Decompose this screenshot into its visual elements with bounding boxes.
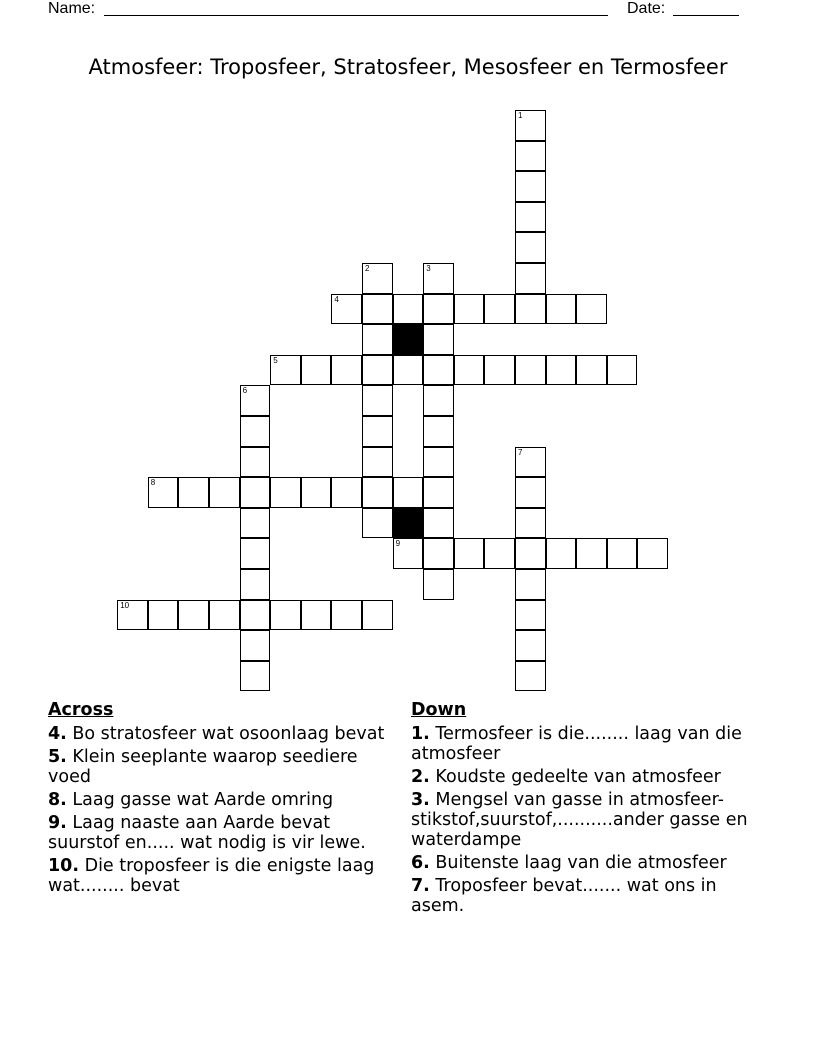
crossword-cell[interactable] [362,508,393,539]
crossword-cell[interactable] [423,538,454,569]
crossword-cell[interactable] [423,569,454,600]
clue-text: Buitenste laag van die atmosfeer [435,853,727,873]
crossword-cell[interactable] [515,263,546,294]
down-clues [411,700,771,919]
crossword-cell[interactable] [362,263,393,294]
crossword-cell[interactable] [362,385,393,416]
crossword-cell[interactable] [546,538,577,569]
crossword-cell[interactable] [576,355,607,386]
clue-number: 9. [48,813,67,833]
clue-number-label: 7 [518,447,523,457]
clue-number: 3. [411,790,430,810]
crossword-cell[interactable] [270,600,301,631]
crossword-cell[interactable] [423,294,454,325]
crossword-cell[interactable] [148,600,179,631]
crossword-block [393,324,424,355]
crossword-cell[interactable] [515,538,546,569]
clue-number-label: 3 [426,264,431,273]
crossword-cell[interactable] [607,538,638,569]
page-title: Atmosfeer: Troposfeer, Stratosfeer, Mesosfeer en Termosfeer [88,55,728,79]
clue-number-label: 8 [150,478,156,488]
crossword-cell[interactable] [178,600,209,631]
crossword-cell[interactable] [117,600,148,631]
crossword-cell[interactable] [331,477,362,508]
crossword-cell[interactable] [423,324,454,355]
down-heading: Down [411,700,467,720]
crossword-cell[interactable] [576,294,607,325]
crossword-cell[interactable] [301,355,332,386]
crossword-cell[interactable] [515,355,546,386]
crossword-cell[interactable] [607,355,638,386]
clue-number: 5. [48,747,67,767]
crossword-cell[interactable] [301,477,332,508]
clue-text: Klein seeplante waarop seediere voed [48,747,358,787]
clue-across-8 [48,790,404,810]
crossword-cell[interactable] [546,355,577,386]
clue-number: 8. [48,790,67,810]
crossword-cell[interactable] [393,294,424,325]
clue-number-label: 1 [518,111,523,120]
crossword-cell[interactable] [515,141,546,172]
crossword-cell[interactable] [240,447,271,478]
crossword-cell[interactable] [484,294,515,325]
crossword-cell[interactable] [454,355,485,386]
crossword-cell[interactable] [331,355,362,386]
clue-number: 2. [411,767,430,787]
clue-number: 7. [411,876,430,896]
clue-number-label: 6 [242,386,248,396]
crossword-cell[interactable] [393,538,424,569]
crossword-cell[interactable] [331,294,362,325]
crossword-cell[interactable] [423,477,454,508]
crossword-cell[interactable] [209,477,240,508]
crossword-cell[interactable] [240,385,271,416]
crossword-cell[interactable] [484,538,515,569]
clue-number-label: 5 [273,355,278,365]
crossword-cell[interactable] [362,477,393,508]
clue-text: Troposfeer bevat....... wat ons in asem. [411,876,717,916]
crossword-cell[interactable] [423,508,454,539]
crossword-cell[interactable] [637,538,668,569]
clue-across-10 [48,856,404,896]
crossword-cell[interactable] [515,294,546,325]
across-clues [48,700,404,899]
crossword-cell[interactable] [240,477,271,508]
clue-down-7 [411,876,771,916]
clue-number: 10. [48,856,80,876]
crossword-cell[interactable] [515,232,546,263]
crossword-cell[interactable] [515,508,546,539]
crossword-cell[interactable] [362,355,393,386]
crossword-cell[interactable] [393,477,424,508]
crossword-cell[interactable] [240,661,271,692]
crossword-cell[interactable] [240,508,271,539]
crossword-cell[interactable] [393,355,424,386]
crossword-cell[interactable] [240,569,271,600]
crossword-cell[interactable] [362,324,393,355]
crossword-cell[interactable] [209,600,240,631]
crossword-cell[interactable] [484,355,515,386]
crossword-cell[interactable] [546,294,577,325]
crossword-cell[interactable] [515,600,546,631]
crossword-cell[interactable] [423,385,454,416]
clue-number: 1. [411,724,430,744]
clue-down-3 [411,790,771,850]
crossword-cell[interactable] [331,600,362,631]
crossword-cell[interactable] [576,538,607,569]
clue-text: Mengsel van gasse in atmosfeer-stikstof,suurstof,..........ander gasse en waterdampe [411,790,748,850]
crossword-cell[interactable] [362,416,393,447]
crossword-block [393,508,424,539]
clue-number-label: 4 [334,294,339,304]
clue-across-5 [48,747,404,787]
clue-text: Bo stratosfeer wat osoonlaag bevat [72,724,385,744]
crossword-cell[interactable] [515,661,546,692]
crossword-cell[interactable] [454,538,485,569]
clue-number-label: 2 [365,264,370,273]
clue-across-4 [48,724,404,744]
crossword-cell[interactable] [515,171,546,202]
clue-down-1 [411,724,771,764]
clue-number-label: 10 [120,600,130,610]
crossword-cell[interactable] [362,447,393,478]
clue-number-label: 9 [395,539,401,549]
crossword-cell[interactable] [301,600,332,631]
clue-text: Die troposfeer is die enigste laag wat........ bevat [48,856,375,896]
crossword-cell[interactable] [423,355,454,386]
across-heading: Across [48,700,114,720]
crossword-cell[interactable] [515,630,546,661]
crossword-cell[interactable] [423,416,454,447]
clue-down-6 [411,853,771,873]
name-label: Name: [48,0,96,17]
crossword-cell[interactable] [178,477,209,508]
crossword-cell[interactable] [240,600,271,631]
crossword-cell[interactable] [515,447,546,478]
crossword-cell[interactable] [515,569,546,600]
clue-text: Laag gasse wat Aarde omring [72,790,334,810]
crossword-cell[interactable] [362,294,393,325]
crossword-cell[interactable] [240,416,271,447]
crossword-cell[interactable] [362,600,393,631]
crossword-cell[interactable] [515,110,546,141]
clue-number: 4. [48,724,67,744]
crossword-cell[interactable] [423,447,454,478]
crossword-cell[interactable] [240,538,271,569]
crossword-cell[interactable] [515,477,546,508]
crossword-cell[interactable] [270,477,301,508]
crossword-cell[interactable] [148,477,179,508]
clue-text: Koudste gedeelte van atmosfeer [435,767,721,787]
crossword-cell[interactable] [454,294,485,325]
clue-number: 6. [411,853,430,873]
clue-text: Termosfeer is die........ laag van die atmosfeer [411,724,742,764]
clue-text: Laag naaste aan Aarde bevat suurstof en..... wat nodig is vir lewe. [48,813,366,853]
crossword-cell[interactable] [240,630,271,661]
clue-across-9 [48,813,404,853]
clue-down-2 [411,767,771,787]
crossword-cell[interactable] [423,263,454,294]
crossword-cell[interactable] [515,202,546,233]
date-label: Date: [627,0,666,17]
crossword-cell[interactable] [270,355,301,386]
